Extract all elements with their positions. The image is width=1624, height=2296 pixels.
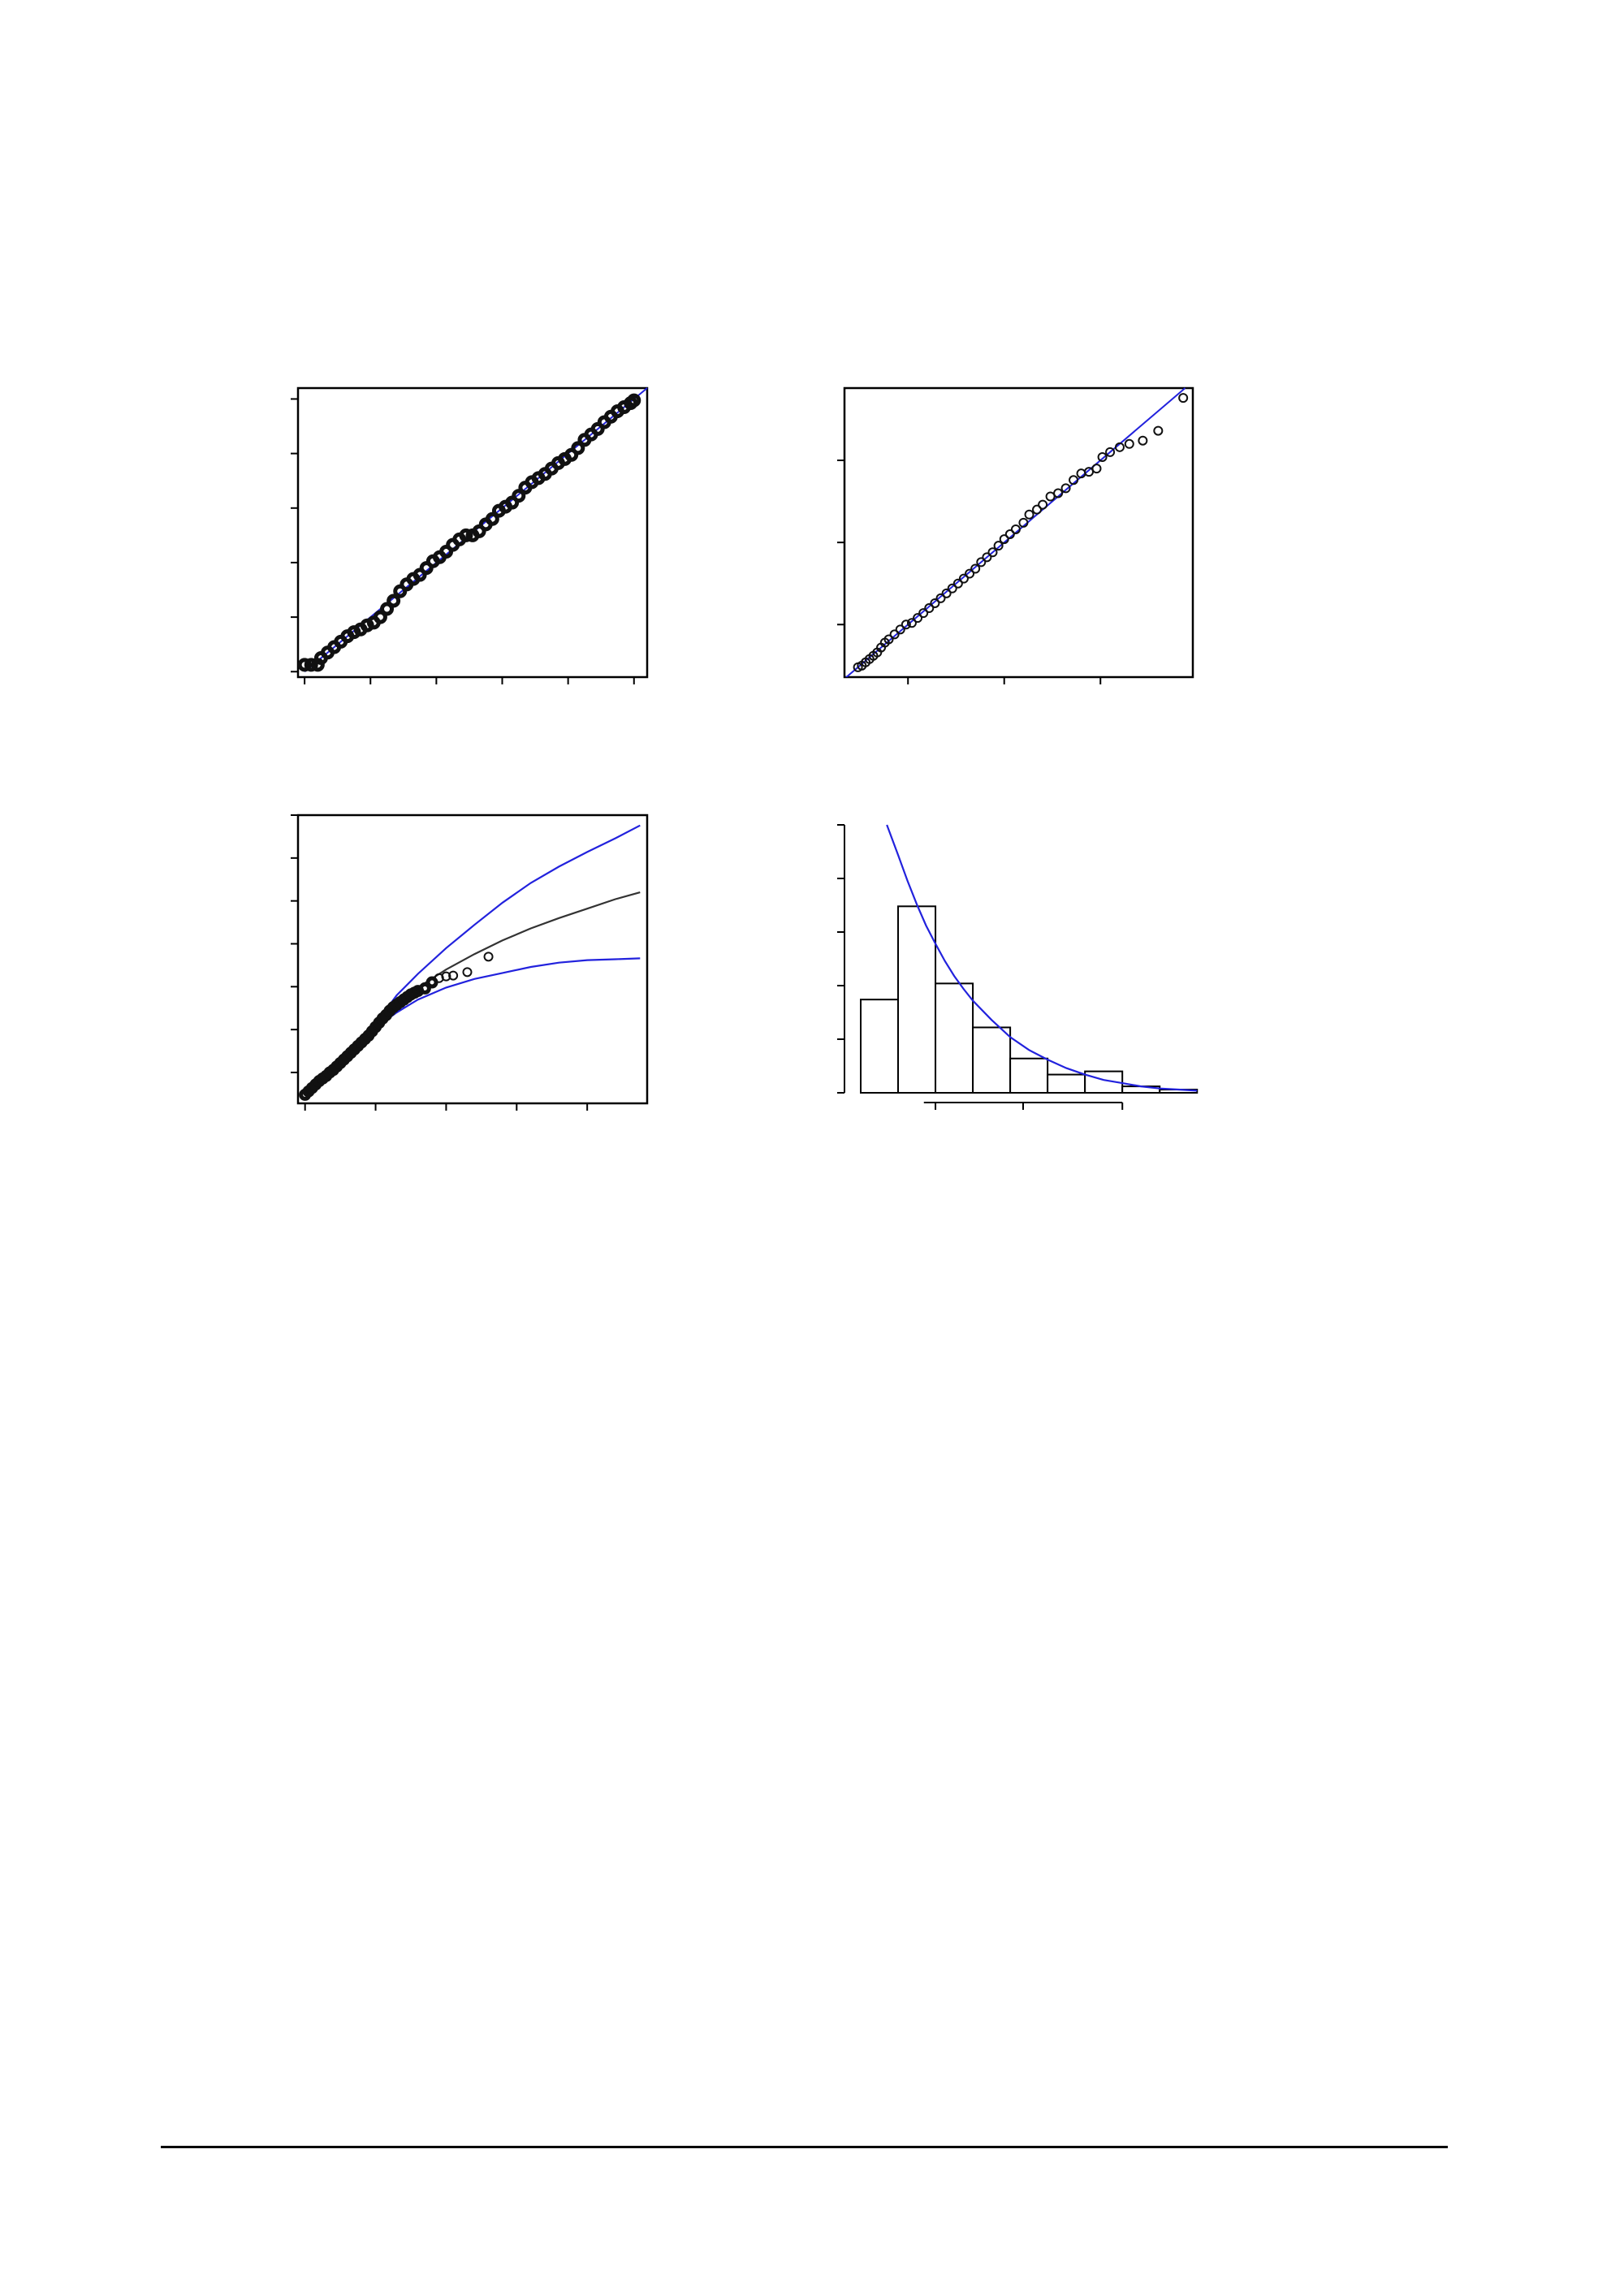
data-point — [1179, 394, 1187, 402]
histogram-bar — [973, 1027, 1010, 1093]
histogram-bar — [1010, 1059, 1047, 1093]
histogram-bar — [861, 999, 898, 1093]
plot-area — [844, 388, 1187, 679]
data-point — [1125, 440, 1134, 448]
figure-caption — [165, 1198, 396, 1228]
data-point — [485, 952, 493, 960]
plot-area — [300, 388, 647, 671]
histogram-bar — [935, 983, 973, 1093]
plot-area — [301, 826, 641, 1099]
data-point — [1154, 427, 1162, 435]
data-point — [1047, 493, 1055, 501]
data-point — [1092, 464, 1100, 473]
histogram-bar — [1047, 1075, 1085, 1093]
chart-probability-plot — [291, 388, 647, 684]
data-point — [1039, 501, 1047, 509]
data-point — [463, 968, 471, 976]
chart-quantile-plot — [837, 388, 1193, 684]
chart-density-plot — [837, 825, 1197, 1110]
footer-rule — [161, 2146, 1448, 2148]
data-point — [1026, 511, 1034, 519]
data-point — [389, 596, 399, 606]
section-heading-conclusions — [165, 1663, 327, 1697]
data-point — [1138, 437, 1147, 445]
series-fitted-return-level — [305, 892, 641, 1094]
chart-return-level-plot — [291, 815, 647, 1111]
